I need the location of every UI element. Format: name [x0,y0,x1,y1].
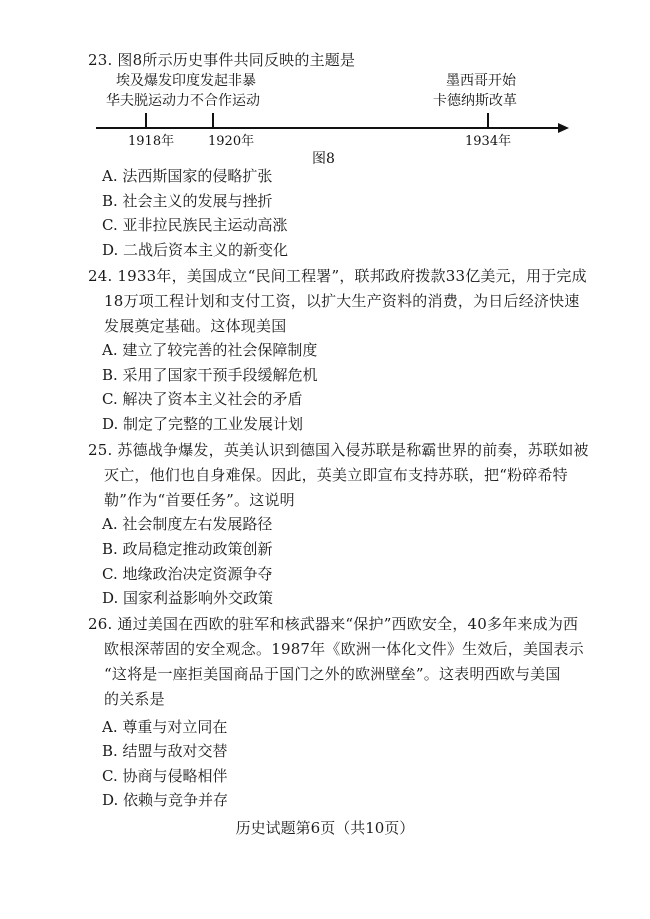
q26-stem-line1: 26. 通过美国在西欧的驻军和核武器来“保护”西欧安全，40多年来成为西 [88,615,579,633]
q25-stem-line1: 25. 苏德战争爆发，英美认识到德国入侵苏联是称霸世界的前奏，苏联如被 [88,441,589,459]
q24-option-c: C. 解决了资本主义社会的矛盾 [102,390,303,408]
q23-option-a: A. 法西斯国家的侵略扩张 [102,167,273,185]
q25-stem-line2: 灭亡，他们也自身难保。因此，英美立即宣布支持苏联，把“粉碎希特 [104,466,568,484]
page-footer: 历史试题第6页（共10页） [235,819,415,837]
q26-option-d: D. 依赖与竞争并存 [102,791,229,809]
q24-option-d: D. 制定了完整的工业发展计划 [102,415,304,433]
q24-option-b: B. 采用了国家干预手段缓解危机 [102,366,318,384]
timeline-event-1934-line1: 墨西哥开始 [446,73,516,89]
timeline-year-1934: 1934年 [465,134,512,149]
q23-option-b: B. 社会主义的发展与挫折 [102,192,273,210]
q25-option-c: C. 地缘政治决定资源争夺 [102,565,273,583]
q23-option-d: D. 二战后资本主义的新变化 [102,241,289,259]
q26-option-a: A. 尊重与对立同在 [102,718,228,736]
figure-caption: 图8 [312,151,335,167]
q26-stem-line2: 欧根深蒂固的安全观念。1987年《欧洲一体化文件》生效后，美国表示 [104,640,584,658]
timeline-event-1918-line2: 华夫脱运动力不合作运动 [106,93,260,109]
q24-stem-line2: 18万项工程计划和支付工资，以扩大生产资料的消费，为日后经济快速 [104,292,580,310]
q25-option-a: A. 社会制度左右发展路径 [102,515,273,533]
q25-option-d: D. 国家利益影响外交政策 [102,589,274,607]
q25-option-b: B. 政局稳定推动政策创新 [102,540,273,558]
q23-option-c: C. 亚非拉民族民主运动高涨 [102,216,288,234]
timeline-event-1918-line1: 埃及爆发印度发起非暴 [116,73,256,89]
q24-stem-line3: 发展奠定基础。这体现美国 [104,317,287,335]
timeline-year-1920: 1920年 [208,134,255,149]
q24-stem-line1: 24. 1933年，美国成立“民间工程署”，联邦政府拨款33亿美元，用于完成 [88,267,587,285]
timeline-event-1934-line2: 卡德纳斯改革 [433,93,517,109]
timeline-year-1918: 1918年 [128,134,175,149]
timeline-arrowhead [558,123,569,133]
q26-option-b: B. 结盟与敌对交替 [102,742,228,760]
q26-stem-line3: “这将是一座拒美国商品于国门之外的欧洲壁垒”。这表明西欧与美国 [104,665,561,683]
q25-stem-line3: 勒”作为“首要任务”。这说明 [104,491,295,509]
q24-option-a: A. 建立了较完善的社会保障制度 [102,341,318,359]
q23-stem: 23. 图8所示历史事件共同反映的主题是 [88,51,356,69]
q26-option-c: C. 协商与侵略相伴 [102,767,228,785]
q26-stem-line4: 的关系是 [104,690,165,708]
